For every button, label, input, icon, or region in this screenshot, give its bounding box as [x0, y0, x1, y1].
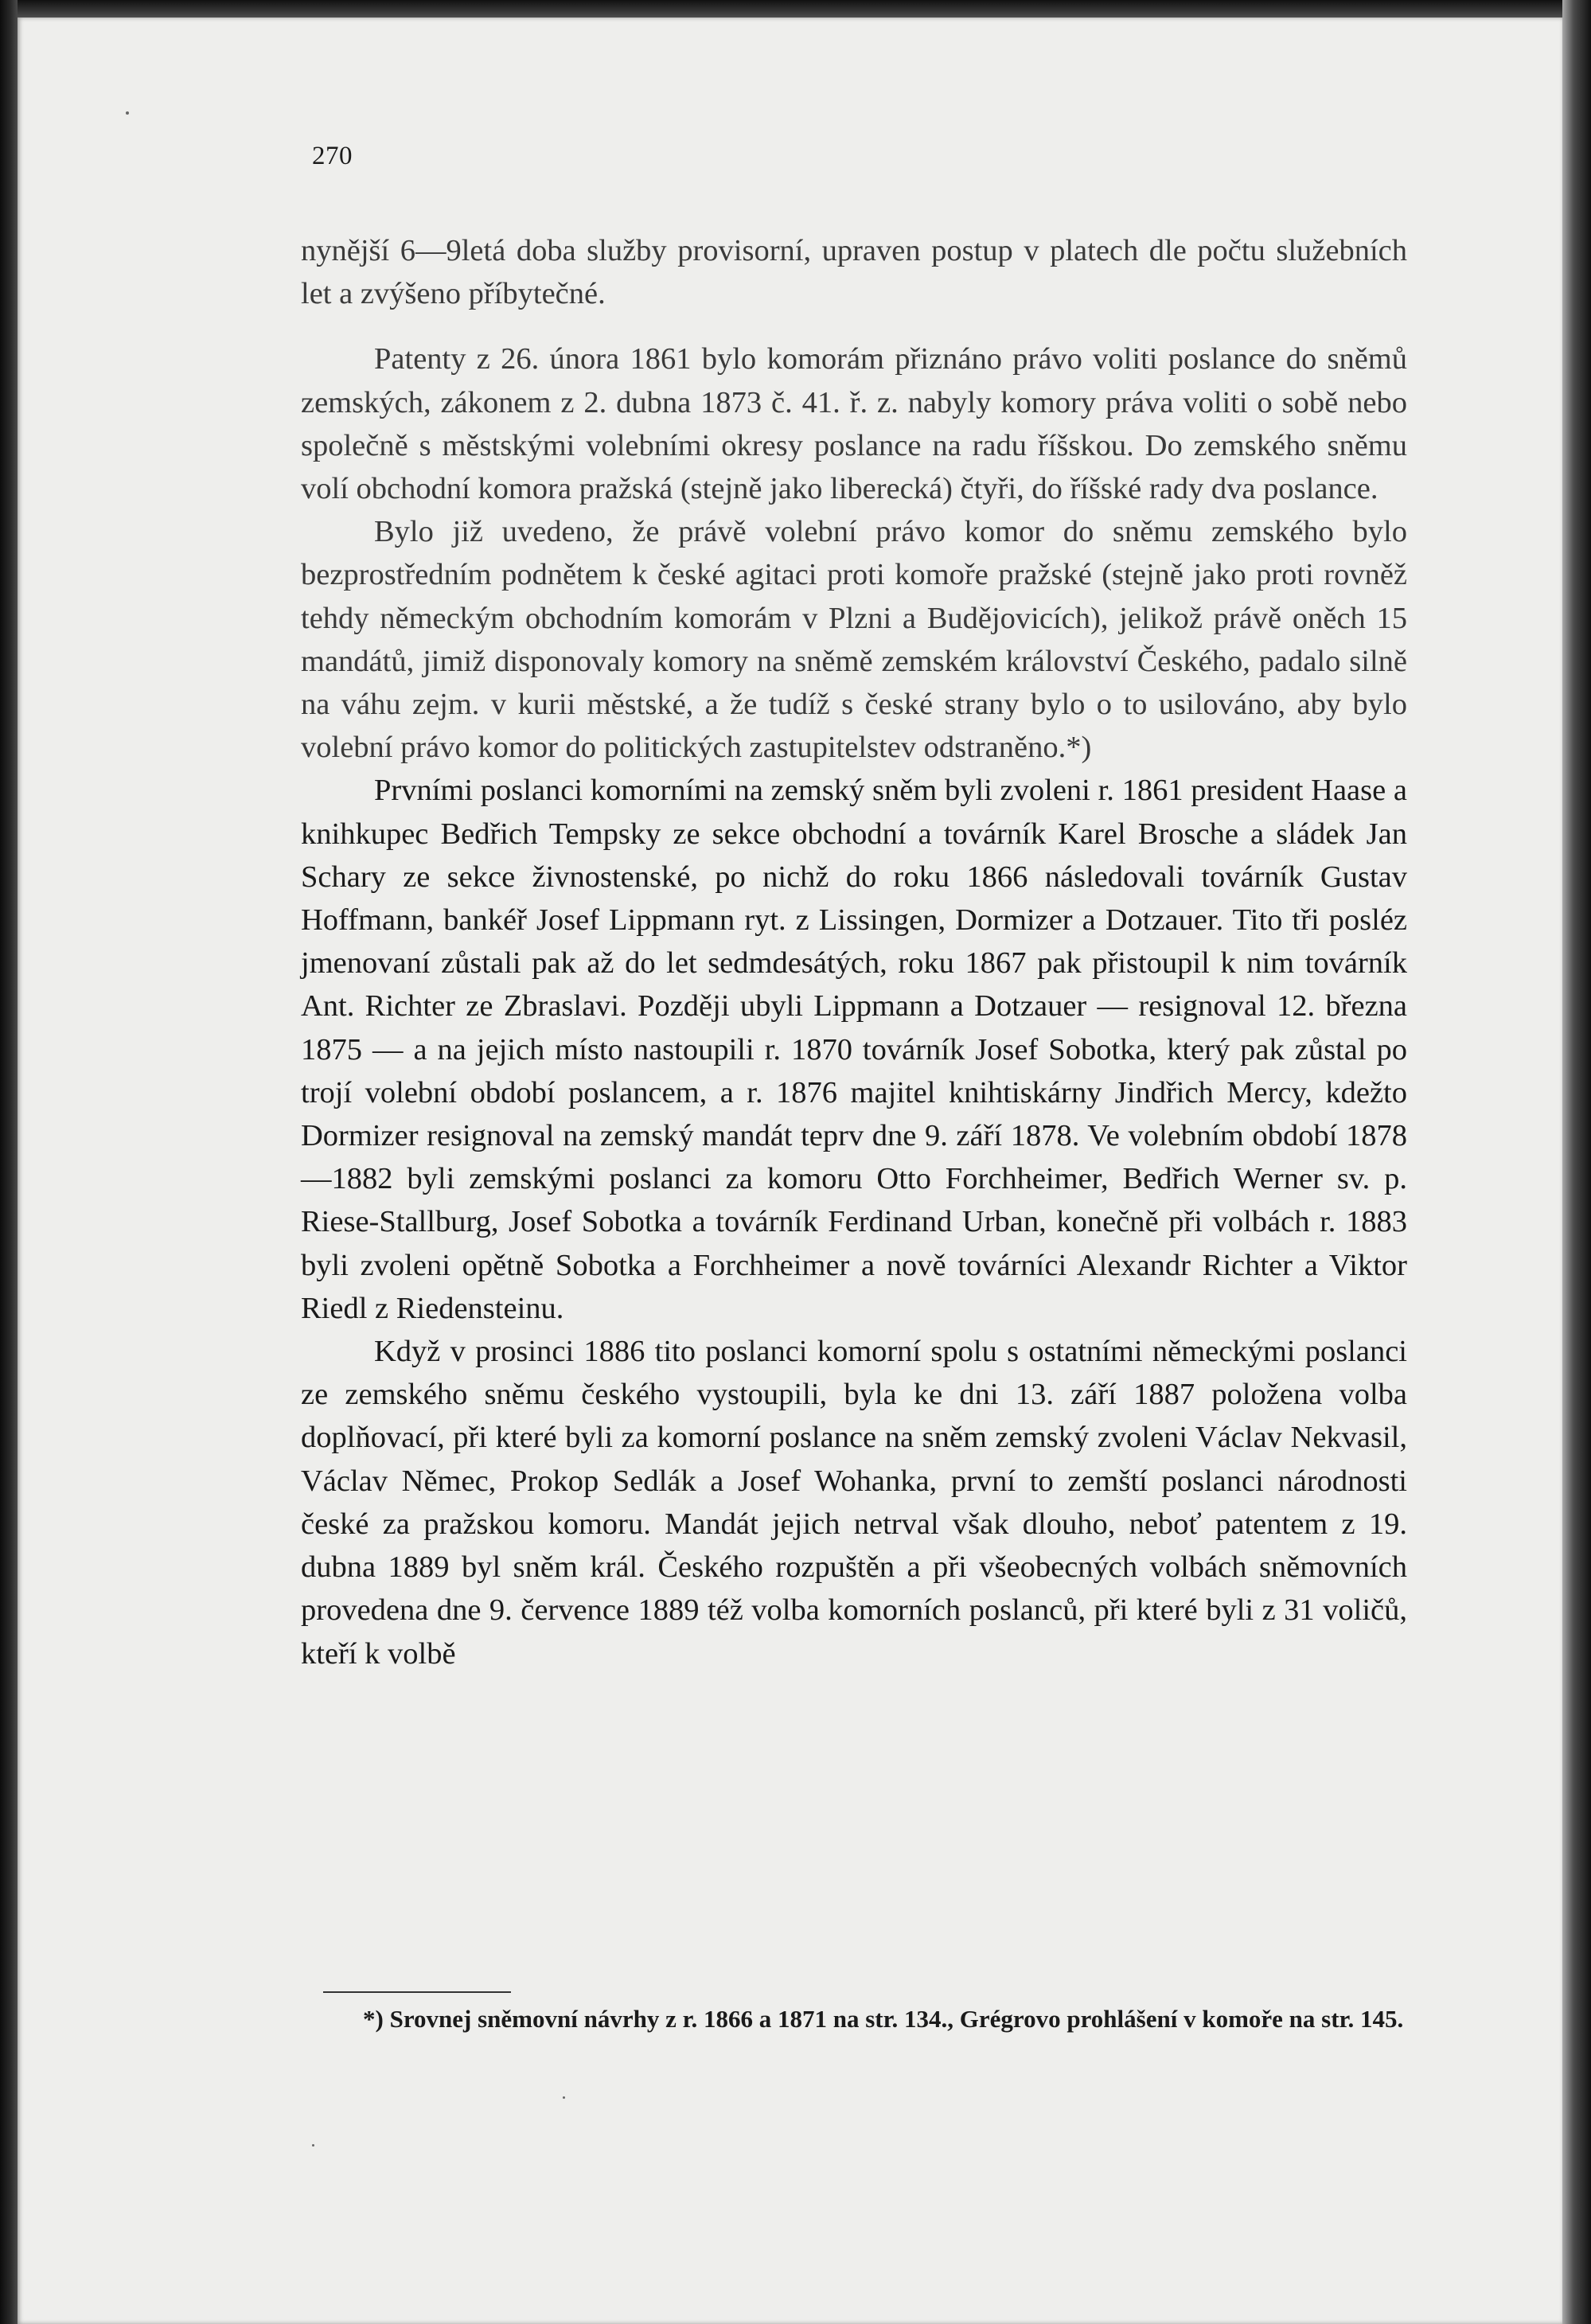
scan-edge-right [1562, 0, 1591, 2324]
paragraph-3: Bylo již uvedeno, že právě volební právo komor do sněmu zemského bylo bezprostředním podnětem k české agitaci proti komoře pražské (stejně jako proti rovněž tehdy německým obchodním komorám v Plzni a Budějovicích), jelikož právě oněch 15 mandátů, jimiž disponovaly komory na sněmě zemském království Českého, padalo silně na váhu zejm. v kurii městské, a že tudíž s české strany bylo o to usilováno, aby bylo volební právo komor do politických zastupitelstev odstraněno.*) [301, 515, 1407, 765]
paragraph-1: nynější 6—9letá doba služby provisorní, upraven postup v platech dle počtu služebních let a zvýšeno příbytečné. [301, 234, 1407, 311]
paper-speck [126, 111, 129, 115]
page-number: 270 [312, 142, 353, 170]
body-text [301, 229, 1407, 1675]
paragraph-2: Patenty z 26. února 1861 bylo komorám přiznáno právo voliti poslance do sněmů zemských, zákonem z 2. dubna 1873 č. 41. ř. z. nabyly komory práva voliti o sobě nebo společně s městskými volebními okresy poslance na radu říšskou. Do zemského sněmu volí obchodní komora pražská (stejně jako liberecká) čtyři, do říšské rady dva poslance. [301, 342, 1407, 506]
footnote-rule [323, 1991, 511, 1993]
scan-edge-left [0, 0, 18, 2324]
paragraph-5: Když v prosinci 1886 tito poslanci komorní spolu s ostatními německými poslanci ze zemského sněmu českého vystoupili, byla ke dni 13. září 1887 položena volba doplňovací, při které byli za komorní poslance na sněm zemský zvoleni Václav Nekvasil, Václav Němec, Prokop Sedlák a Josef Wohanka, první to zemští poslanci národnosti české za pražskou komoru. Mandát jejich netrval však dlouho, neboť patentem z 19. dubna 1889 byl sněm král. Českého rozpuštěn a při všeobecných volbách sněmovních provedena dne 9. července 1889 též volba komorních poslanců, při které byli z 31 voličů, kteří k volbě [301, 1335, 1407, 1671]
paragraph-4: Prvními poslanci komorními na zemský sněm byli zvoleni r. 1861 president Haase a knihkupec Bedřich Tempsky ze sekce obchodní a továrník Karel Brosche a sládek Jan Schary ze sekce živnostenské, po nichž do roku 1866 následovali továrník Gustav Hoffmann, bankéř Josef Lippmann ryt. z Lissingen, Dormizer a Dotzauer. Tito tři posléz jmenovaní zůstali pak až do let sedmdesátých, roku 1867 pak přistoupil k nim továrník Ant. Richter ze Zbraslavi. Později ubyli Lippmann a Dotzauer — resignoval 12. března 1875 — a na jejich místo nastoupili r. 1870 továrník Josef Sobotka, který pak zůstal po trojí volební období poslancem, a r. 1876 majitel knihtiskárny Jindřich Mercy, kdežto Dormizer resignoval na zemský mandát teprv dne 9. září 1878. Ve volebním období 1878—1882 byli zemskými poslanci za komoru Otto Forchheimer, Bedřich Werner sv. p. Riese-Stallburg, Josef Sobotka a továrník Ferdinand Urban, konečně při volbách r. 1883 byli zvoleni opětně Sobotka a Forchheimer a nově továrníci Alexandr Richter a Viktor Riedl z Riedensteinu. [301, 774, 1407, 1325]
footnote: *) Srovnej sněmovní návrhy z r. 1866 a 1871 na str. 134., Grégrovo prohlášení v komoře na str. 145. [363, 2005, 1404, 2033]
paper-speck [312, 2144, 314, 2147]
paper-speck [563, 2096, 565, 2099]
